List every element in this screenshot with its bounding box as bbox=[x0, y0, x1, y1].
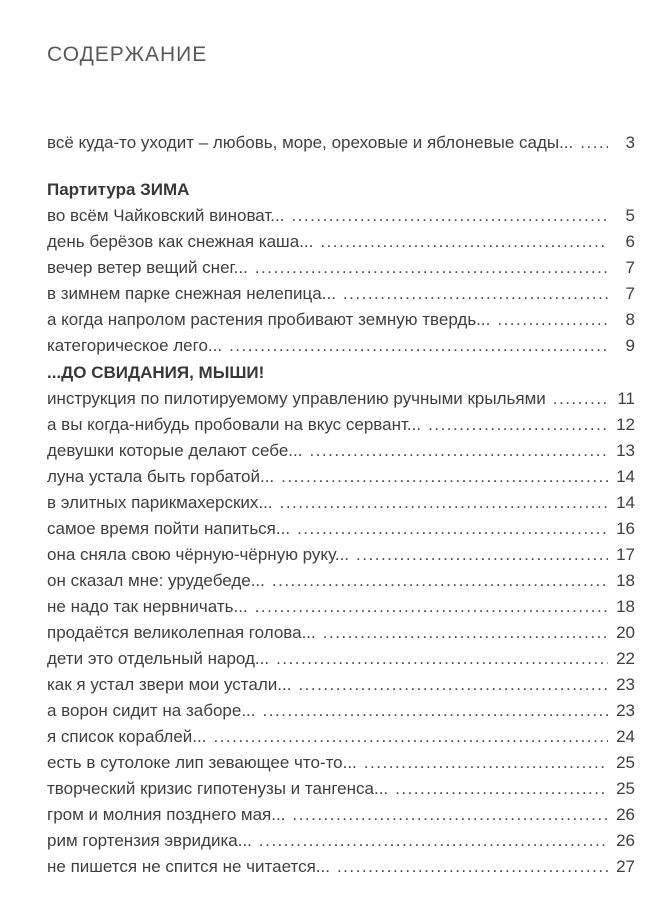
dot-leader bbox=[337, 854, 608, 880]
toc-entry-title: а ворон сидит на заборе... bbox=[47, 701, 256, 720]
toc-entry bbox=[47, 281, 635, 307]
toc-entry-page-number: 25 bbox=[616, 753, 635, 772]
toc-entry-title: не пишется не спится не читается... bbox=[47, 857, 330, 876]
dot-leader bbox=[323, 620, 608, 646]
toc-section-header bbox=[47, 177, 635, 203]
toc-section-title: ...ДО СВИДАНИЯ, МЫШИ! bbox=[47, 363, 265, 382]
toc-entry-title: в элитных парикмахерских... bbox=[47, 493, 273, 512]
toc-entry-page-number: 5 bbox=[625, 206, 635, 225]
toc-entry-title: а вы когда-нибудь пробовали на вкус сервант... bbox=[47, 415, 422, 434]
toc-entry bbox=[47, 802, 635, 828]
dot-leader bbox=[292, 802, 608, 828]
dot-leader bbox=[298, 672, 608, 698]
toc-entry bbox=[47, 568, 635, 594]
toc-entry-page-number: 9 bbox=[625, 336, 635, 355]
toc-entry-title: категорическое лего... bbox=[47, 336, 223, 355]
dot-leader bbox=[280, 490, 608, 516]
dot-leader bbox=[309, 438, 608, 464]
toc-entry bbox=[47, 229, 635, 255]
dot-leader bbox=[395, 776, 608, 802]
toc-entry bbox=[47, 386, 635, 412]
dot-leader bbox=[497, 307, 608, 333]
toc-entry bbox=[47, 854, 635, 880]
toc-entry bbox=[47, 542, 635, 568]
toc-entry-page-number: 8 bbox=[625, 310, 635, 329]
toc-entry-title: во всём Чайковский виноват... bbox=[47, 206, 285, 225]
toc-entry-page-number: 18 bbox=[616, 571, 635, 590]
dot-leader bbox=[229, 333, 608, 359]
toc-entry bbox=[47, 828, 635, 854]
toc-entry bbox=[47, 750, 635, 776]
toc-entry-title: творческий кризис гипотенузы и тангенса... bbox=[47, 779, 389, 798]
toc-entry-title: не надо так нервничать... bbox=[47, 597, 248, 616]
dot-leader bbox=[428, 412, 608, 438]
toc-entry-page-number: 12 bbox=[616, 415, 635, 434]
toc-entry bbox=[47, 438, 635, 464]
toc-entry bbox=[47, 776, 635, 802]
toc-entry-page-number: 3 bbox=[625, 133, 635, 152]
dot-leader bbox=[281, 464, 608, 490]
toc-entry-page-number: 23 bbox=[616, 701, 635, 720]
toc-entry-title: продаётся великолепная голова... bbox=[47, 623, 316, 642]
toc-entry-title: день берёзов как снежная каша... bbox=[47, 232, 314, 251]
toc-entry-title: как я устал звери мои устали... bbox=[47, 675, 292, 694]
toc-entry bbox=[47, 646, 635, 672]
toc-entry bbox=[47, 594, 635, 620]
toc-entry-title: рим гортензия эвридика... bbox=[47, 831, 252, 850]
toc-entry-title: всё куда-то уходит – любовь, море, ореховые и яблоневые сады... bbox=[47, 133, 574, 152]
toc-entry-title: а когда напролом растения пробивают земную твердь... bbox=[47, 310, 491, 329]
dot-leader bbox=[364, 750, 608, 776]
toc-entry-page-number: 14 bbox=[616, 467, 635, 486]
toc-entry-title: вечер ветер вещий снег... bbox=[47, 258, 248, 277]
toc-entry-title: она сняла свою чёрную-чёрную руку... bbox=[47, 545, 350, 564]
toc-entry-title: есть в сутолоке лип зевающее что-то... bbox=[47, 753, 357, 772]
dot-leader bbox=[320, 229, 608, 255]
toc-entry bbox=[47, 516, 635, 542]
toc-entry bbox=[47, 698, 635, 724]
toc-entry-page-number: 16 bbox=[616, 519, 635, 538]
toc-entry bbox=[47, 464, 635, 490]
dot-leader bbox=[272, 568, 608, 594]
toc-section-title: Партитура ЗИМА bbox=[47, 180, 190, 199]
toc-entry bbox=[47, 255, 635, 281]
toc-section-header bbox=[47, 360, 635, 386]
toc-entry bbox=[47, 307, 635, 333]
toc-entry-page-number: 20 bbox=[616, 623, 635, 642]
toc-entry bbox=[47, 724, 635, 750]
toc-entry-page-number: 27 bbox=[616, 857, 635, 876]
dot-leader bbox=[259, 828, 608, 854]
toc-entry-title: дети это отдельный народ... bbox=[47, 649, 270, 668]
dot-leader bbox=[356, 542, 608, 568]
toc-entry bbox=[47, 130, 635, 156]
toc-entry-title: он сказал мне: урудебеде... bbox=[47, 571, 265, 590]
table-of-contents bbox=[47, 130, 635, 880]
toc-entry bbox=[47, 672, 635, 698]
toc-entry-page-number: 24 bbox=[616, 727, 635, 746]
toc-entry-page-number: 13 bbox=[616, 441, 635, 460]
toc-entry bbox=[47, 203, 635, 229]
toc-entry-page-number: 23 bbox=[616, 675, 635, 694]
dot-leader bbox=[297, 516, 608, 542]
toc-entry bbox=[47, 333, 635, 359]
toc-entry-page-number: 17 bbox=[616, 545, 635, 564]
toc-entry-page-number: 25 bbox=[616, 779, 635, 798]
toc-entry-title: самое время пойти напиться... bbox=[47, 519, 291, 538]
toc-entry-page-number: 11 bbox=[617, 389, 635, 408]
toc-entry-page-number: 26 bbox=[616, 805, 635, 824]
dot-leader bbox=[255, 594, 608, 620]
toc-entry-title: луна устала быть горбатой... bbox=[47, 467, 275, 486]
toc-entry-page-number: 7 bbox=[625, 284, 635, 303]
toc-entry-page-number: 14 bbox=[616, 493, 635, 512]
page-title: СОДЕРЖАНИЕ bbox=[47, 43, 208, 66]
toc-entry bbox=[47, 490, 635, 516]
toc-entry-page-number: 18 bbox=[616, 597, 635, 616]
toc-entry-page-number: 6 bbox=[625, 232, 635, 251]
toc-entry bbox=[47, 620, 635, 646]
toc-entry-title: гром и молния позднего мая... bbox=[47, 805, 286, 824]
toc-entry-title: инструкция по пилотируемому управлению ручными крыльями bbox=[47, 389, 546, 408]
dot-leader bbox=[291, 203, 608, 229]
toc-entry bbox=[47, 412, 635, 438]
dot-leader bbox=[580, 130, 608, 156]
dot-leader bbox=[553, 386, 608, 412]
dot-leader bbox=[343, 281, 608, 307]
toc-entry-page-number: 7 bbox=[625, 258, 635, 277]
dot-leader bbox=[276, 646, 608, 672]
dot-leader bbox=[255, 255, 608, 281]
dot-leader bbox=[213, 724, 608, 750]
dot-leader bbox=[263, 698, 609, 724]
toc-entry-page-number: 26 bbox=[616, 831, 635, 850]
toc-entry-page-number: 22 bbox=[616, 649, 635, 668]
toc-entry-title: в зимнем парке снежная нелепица... bbox=[47, 284, 336, 303]
toc-entry-title: девушки которые делают себе... bbox=[47, 441, 303, 460]
toc-entry-title: я список кораблей... bbox=[47, 727, 207, 746]
